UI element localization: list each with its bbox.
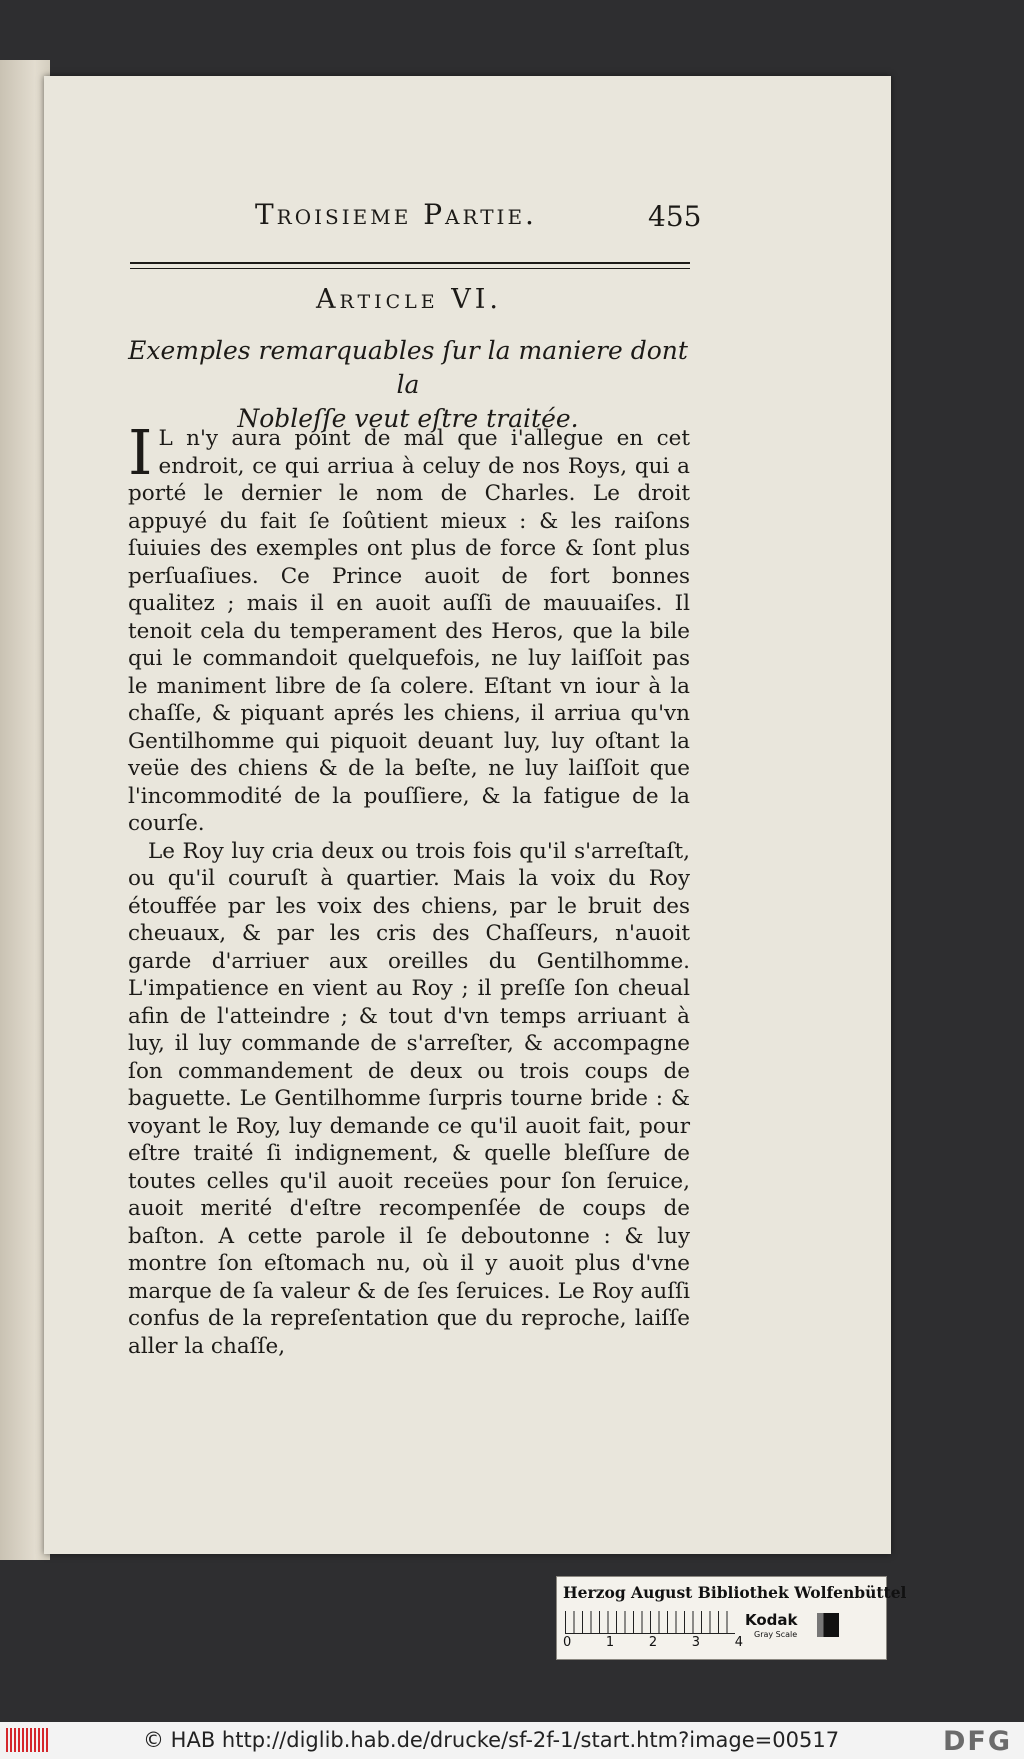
article-subtitle xyxy=(122,334,694,436)
subtitle-line-1: Exemples remarquables ſur la maniere dont la xyxy=(128,336,688,399)
header-rule-thin xyxy=(130,268,690,269)
library-name: Herzog August Bibliothek Wolfenbüttel xyxy=(563,1583,907,1602)
dfg-logo: DFG xyxy=(942,1726,1012,1757)
copyright-link[interactable]: © HAB http://diglib.hab.de/drucke/sf-2f-1/start.htm?image=00517 xyxy=(143,1728,840,1752)
running-title: Troisieme Partie. xyxy=(255,198,537,231)
grayscale-label: Gray Scale xyxy=(754,1630,798,1639)
barcode-icon xyxy=(6,1728,48,1752)
ruler-number: 0 xyxy=(563,1635,572,1650)
article-heading: Article VI. xyxy=(315,284,502,315)
gray-swatch xyxy=(817,1613,839,1637)
ruler-number: 4 xyxy=(734,1635,743,1650)
page-number: 455 xyxy=(648,200,702,233)
header-rule xyxy=(130,262,690,264)
ruler-scale xyxy=(565,1611,735,1634)
footer-bar xyxy=(0,1722,1024,1759)
paragraph-1-text: L n'y aura point de mal que i'allegue en cet endroit, ce qui arriua à celuy de nos Roys, qui a porté le dernier le nom de Charles. Le droit appuyé du fait ſe ſoûtient mieux : & les raiſons ſuiuies des exemples ont plus de force & ſont plus perſuaſiues. Ce Prince auoit de fort bonnes qualitez ; mais il en auoit auſſi de mauuaiſes. Il tenoit cela du temperament des Heros, que la bile qui le commandoit quelquefois, ne luy laiſſoit pas le maniment libre de ſa colere. Eſtant vn iour à la chaſſe, & piquant aprés les chiens, il arriua qu'vn Gentilhomme qui piquoit deuant luy, luy oſtant la veüe des chiens & de la beſte, ne luy laiſſoit que l'incommodité de la pouſſiere, & la fatigue de la courſe. xyxy=(128,426,690,836)
ruler-number: 3 xyxy=(691,1635,701,1650)
paragraph-2: Le Roy luy cria deux ou trois fois qu'il s'arreſtaſt, ou qu'il couruſt à quartier. Mais la voix du Roy étouffée par les voix des chiens, par le bruit des cheuaux, & par les cris des Chaſſeurs, n'auoit garde d'arriuer aux oreilles du Gentilhomme. L'impatience en vient au Roy ; il preſſe ſon cheual afin de l'atteindre ; & tout d'vn temps arriuant à luy, il luy commande de s'arreſter, & accompagne ſon commandement de deux ou trois coups de baguette. Le Gentilhomme ſurpris tourne bride : & voyant le Roy, luy demande ce qu'il auoit fait, pour eſtre traité ſi indignement, & quelle bleſſure de toutes celles qu'il auoit receües pour ſon ſeruice, auoit merité d'eſtre recompenſée de coups de baſton. A cette parole il ſe deboutonne : & luy montre ſon eſtomach nu, où il y auoit plus d'vne marque de ſa valeur & de ſes ſeruices. Le Roy auſſi confus de la repreſentation que du reproche, laiſſe aller la chaſſe, xyxy=(128,838,690,1359)
ruler-number: 2 xyxy=(648,1635,658,1650)
kodak-logo: Kodak xyxy=(745,1611,798,1629)
subtitle-line-2: Nobleſſe veut eſtre traitée. xyxy=(237,404,579,433)
left-page-edge xyxy=(0,60,50,1560)
library-color-card xyxy=(556,1576,907,1660)
ruler-number: 1 xyxy=(605,1635,615,1650)
ruler-numbers xyxy=(563,1635,743,1650)
drop-capital: I xyxy=(128,416,153,489)
